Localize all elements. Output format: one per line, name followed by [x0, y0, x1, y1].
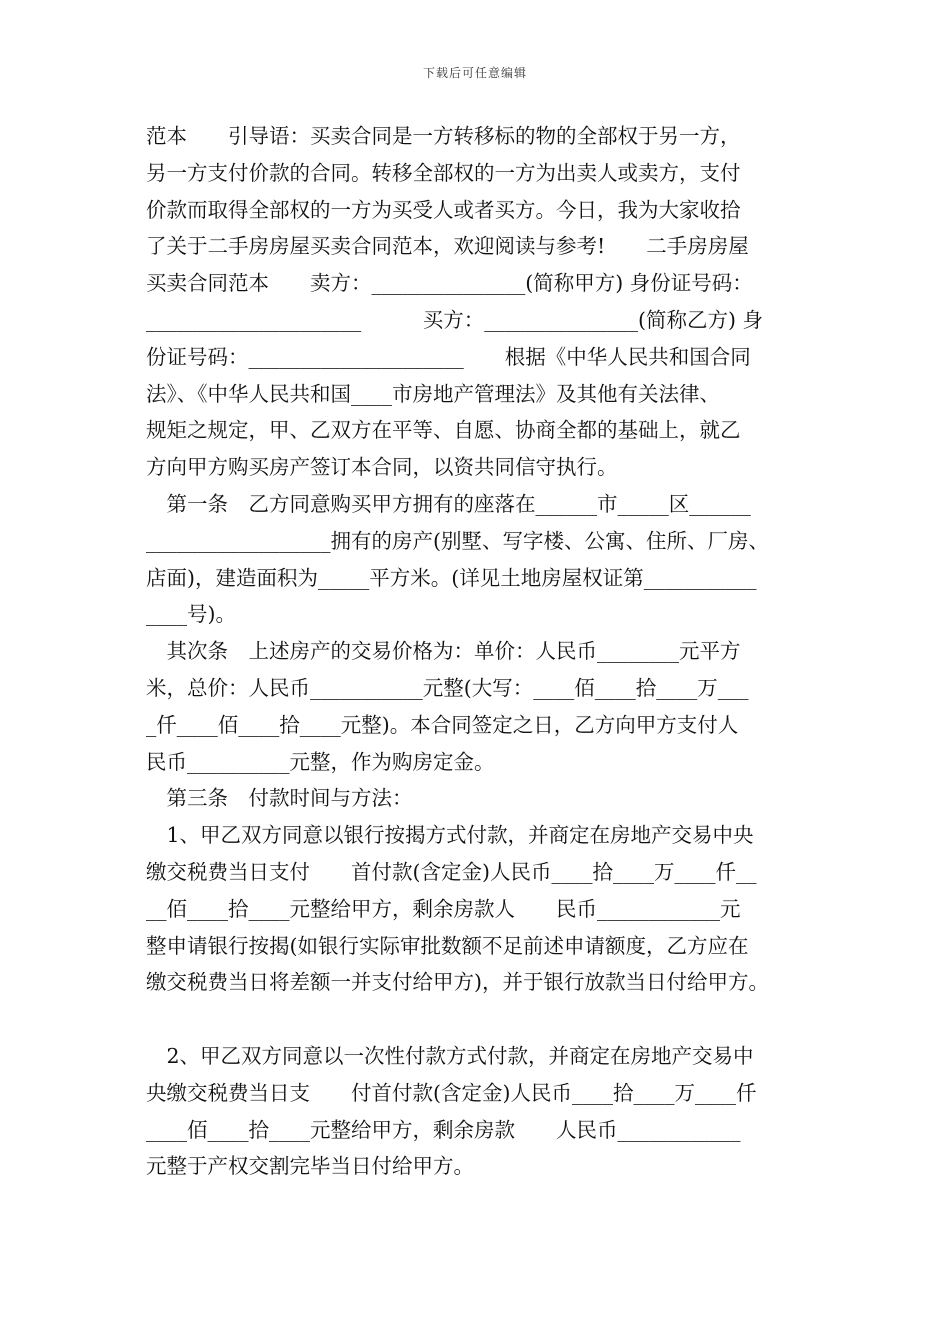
article-1-line: 第一条 乙方同意购买甲方拥有的座落在______市_____区______: [146, 491, 751, 516]
text-line: _____________________ 买方：_______________(简称乙方) 身: [146, 307, 764, 332]
clause-2-line: 2、甲乙双方同意以一次性付款方式付款，并商定在房地产交易中: [146, 1043, 754, 1068]
header-note: 下载后可任意编辑: [422, 66, 527, 80]
text-line: 元整于产权交割完毕当日付给甲方。: [146, 1154, 474, 1179]
text-line: 央缴交税费当日支 付首付款(含定金)人民币____拾____万____仟: [146, 1080, 757, 1105]
text-line: __佰____拾____元整给甲方，剩余房款人 民币____________元: [146, 896, 741, 921]
text-line: 民币__________元整，作为购房定金。: [146, 749, 495, 774]
text-line: 缴交税费当日将差额一并支付给甲方)，并于银行放款当日付给甲方。: [146, 970, 769, 995]
clause-1-line: 1、甲乙双方同意以银行按揭方式付款，并商定在房地产交易中央: [146, 823, 754, 848]
text-line: 米，总价：人民币___________元整(大写：____佰____拾____万___: [146, 675, 749, 700]
article-3-heading: 第三条 付款时间与方法：: [146, 786, 413, 811]
text-line: 整申请银行按揭(如银行实际审批数额不足前述申请额度，乙方应在: [146, 933, 749, 958]
text-line: 价款而取得全部权的一方为买受人或者买方。今日，我为大家收拾: [146, 197, 741, 222]
paragraph-spacer: [146, 1001, 810, 1038]
text-line: 另一方支付价款的合同。转移全部权的一方为出卖人或卖方，支付: [146, 160, 741, 185]
text-line: __________________拥有的房产(别墅、写字楼、公寓、住所、厂房、: [146, 528, 769, 553]
text-line: 范本 引导语：买卖合同是一方转移标的物的全部权于另一方，: [146, 124, 741, 148]
text-line: 了关于二手房房屋买卖合同范本，欢迎阅读与参考! 二手房房屋: [146, 234, 749, 259]
text-line: 法》、《中华人民共和国____市房地产管理法》及其他有关法律、: [146, 381, 720, 406]
text-line: _仟____佰____拾____元整)。本合同签定之日，乙方向甲方支付人: [146, 712, 739, 737]
text-line: 店面)，建造面积为_____平方米。(详见土地房屋权证第___________: [146, 565, 757, 590]
text-line: 买卖合同范本 卖方：_______________(简称甲方) 身份证号码：: [146, 271, 753, 296]
text-line: 缴交税费当日支付 首付款(含定金)人民币____拾____万____仟__: [146, 859, 757, 884]
article-2-line: 其次条 上述房产的交易价格为：单价：人民币________元平方: [146, 639, 741, 664]
text-line: ____佰____拾____元整给甲方，剩余房款 人民币____________: [146, 1117, 741, 1142]
text-line: 方向甲方购买房产签订本合同，以资共同信守执行。: [146, 455, 618, 480]
text-line: 规矩之规定，甲、乙双方在平等、自愿、协商全都的基础上，就乙: [146, 418, 741, 443]
contract-body: [146, 118, 810, 1185]
text-line: ____号)。: [146, 602, 236, 627]
text-line: 份证号码：_____________________ 根据《中华人民共和国合同: [146, 344, 751, 369]
